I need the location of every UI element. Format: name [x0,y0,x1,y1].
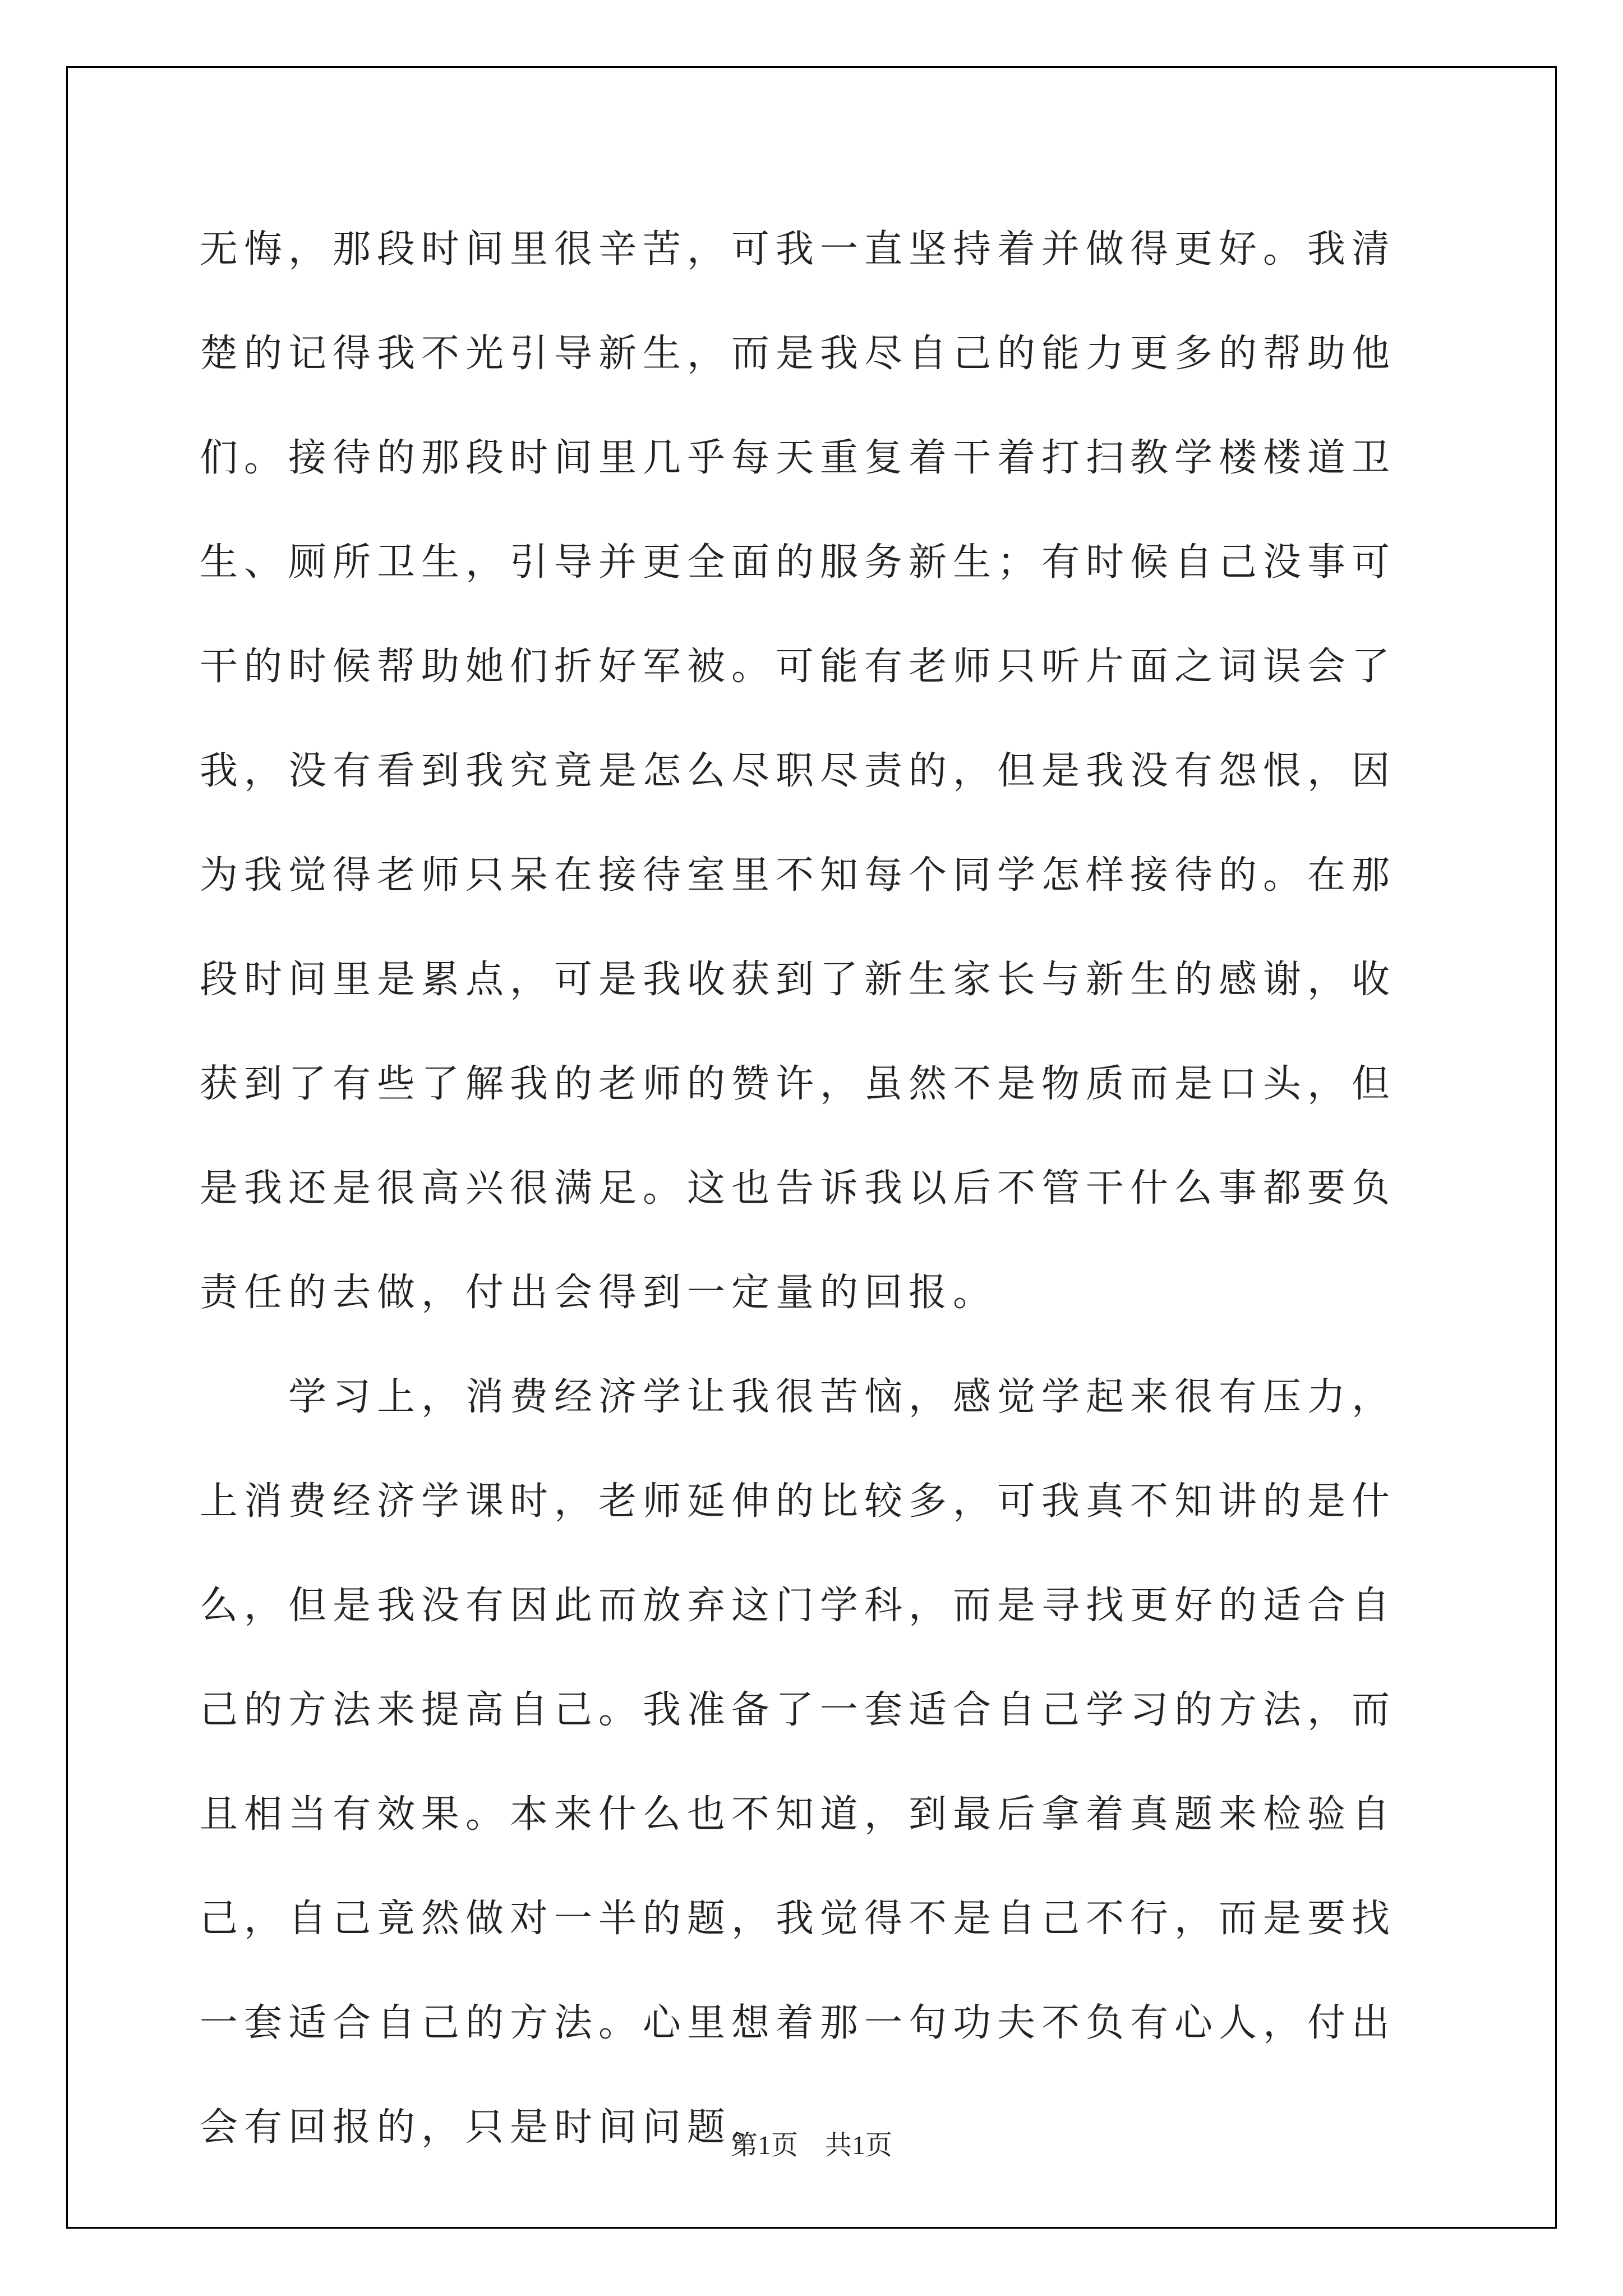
paragraph-2: 学习上，消费经济学让我很苦恼，感觉学起来很有压力，上消费经济学课时，老师延伸的比较多，可我真不知讲的是什么，但是我没有因此而放弃这门学科，而是寻找更好的适合自己的方法来提高自己。我准备了一套适合自己学习的方法，而且相当有效果。本来什么也不知道，到最后拿着真题来检验自己，自己竟然做对一半的题，我觉得不是自己不行，而是要找一套适合自己的方法。心里想着那一句功夫不负有心人，付出会有回报的，只是时间问题。 [200,1375,1396,2150]
paragraph-1: 无悔，那段时间里很辛苦，可我一直坚持着并做得更好。我清楚的记得我不光引导新生，而是我尽自己的能力更多的帮助他们。接待的那段时间里几乎每天重复着干着打扫教学楼楼道卫生、厕所卫生，引导并更全面的服务新生；有时候自己没事可干的时候帮助她们折好军被。可能有老师只听片面之词误会了我，没有看到我究竟是怎么尽职尽责的，但是我没有怨恨，因为我觉得老师只呆在接待室里不知每个同学怎样接待的。在那段时间里是累点，可是我收获到了新生家长与新生的感谢，收获到了有些了解我的老师的赞许，虽然不是物质而是口头，但是我还是很高兴很满足。这也告诉我以后不管干什么事都要负责任的去做，付出会得到一定量的回报。 [200,227,1396,1315]
page-number-footer: 第1页 共1页 [730,2131,892,2160]
document-body [200,197,1433,2180]
